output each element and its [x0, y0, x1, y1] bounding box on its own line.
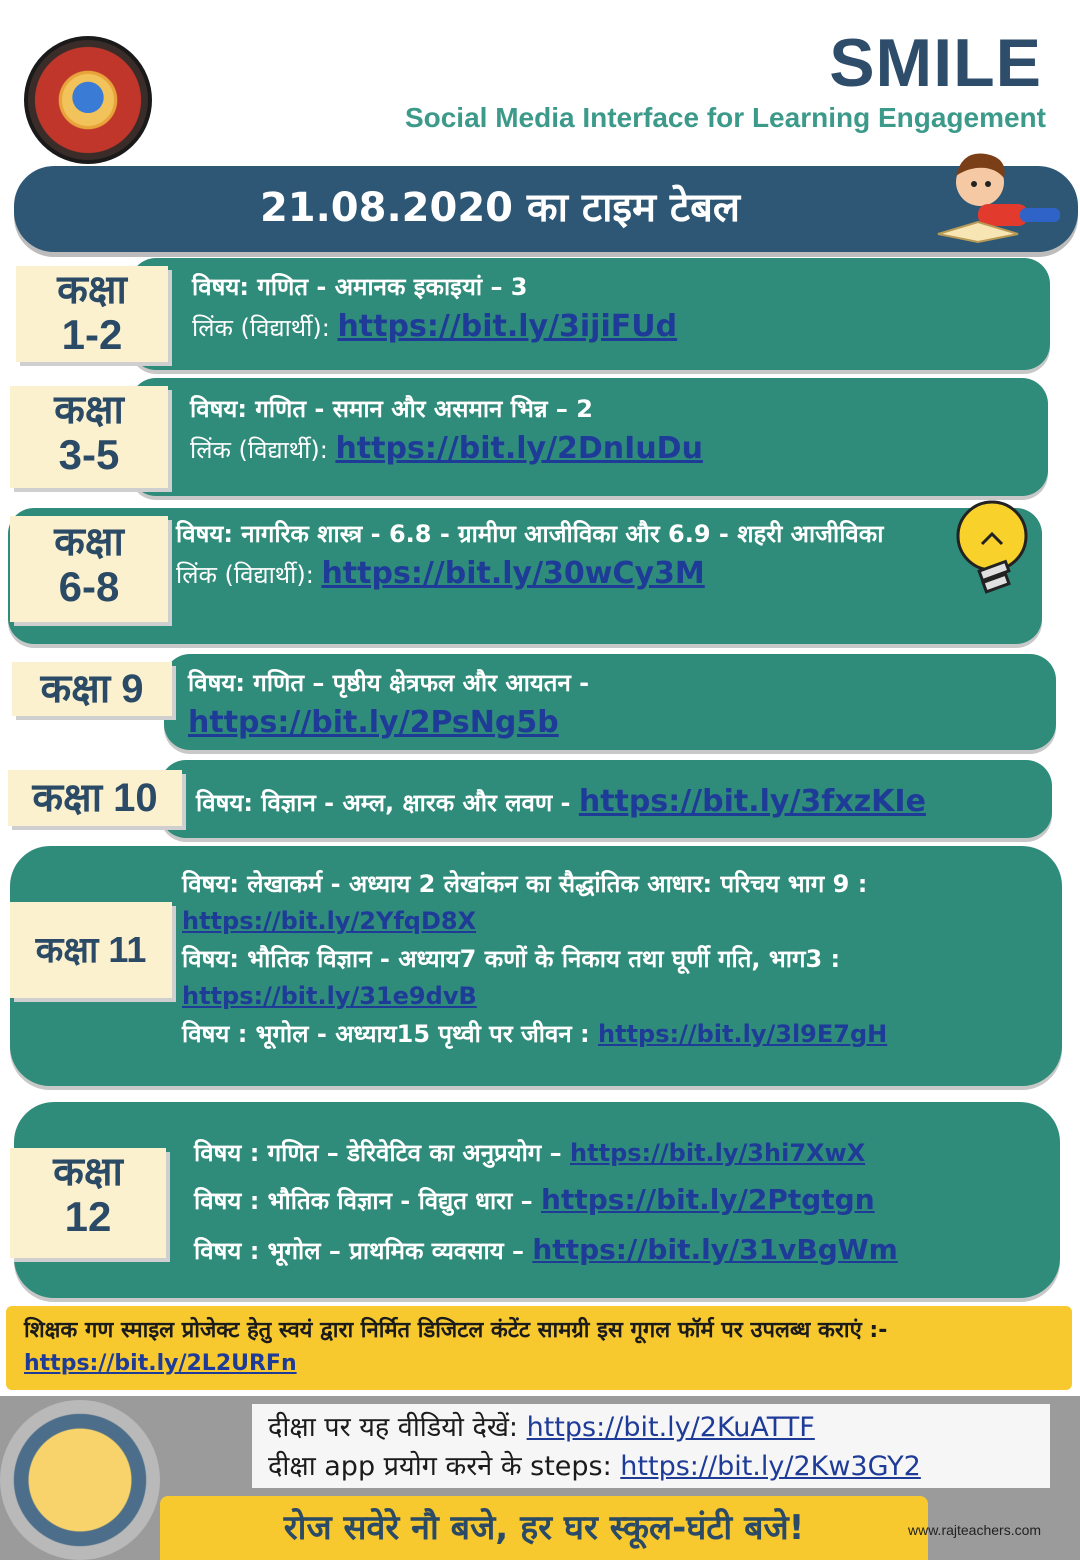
link-label: लिंक (विद्यार्थी):: [192, 313, 338, 342]
class-text-6-8: [176, 518, 946, 595]
subject-line: विषय: गणित - अमानक इकाइयां – 3: [192, 273, 528, 301]
student-link[interactable]: https://bit.ly/3ijiFUd: [337, 308, 678, 344]
page-subtitle: Social Media Interface for Learning Engagement: [404, 102, 1046, 133]
class-tag-number: 12: [64, 1193, 112, 1240]
student-link[interactable]: https://bit.ly/2YfqD8X: [182, 907, 477, 936]
student-link[interactable]: https://bit.ly/3fxzKIe: [578, 784, 926, 819]
student-link[interactable]: https://bit.ly/2Ptgtgn: [541, 1182, 875, 1216]
class-tag-1-2: [16, 266, 168, 362]
diksha-box: [252, 1404, 1050, 1488]
class-text-12: [194, 1132, 1044, 1274]
subject-line: विषय : गणित – डेरिवेटिव का अनुप्रयोग –: [194, 1139, 571, 1167]
class-tag-number: 1-2: [61, 311, 123, 358]
kids-reading-icon: [0, 1400, 160, 1560]
class-tag-6-8: [10, 516, 168, 622]
class-tag-number: 6-8: [58, 563, 120, 610]
class-tag-number: 3-5: [58, 431, 120, 478]
lightbulb-icon: [952, 496, 1036, 600]
subject-line: विषय: गणित - समान और असमान भिन्न – 2: [190, 395, 593, 423]
subject-line: विषय : भूगोल - अध्याय15 पृथ्वी पर जीवन :: [182, 1019, 598, 1048]
subject-line: विषय: विज्ञान - अम्ल, क्षारक और लवण -: [196, 789, 579, 817]
reading-boy-icon: [928, 142, 1068, 252]
google-form-link[interactable]: https://bit.ly/2L2URFn: [24, 1351, 297, 1376]
class-tag-label: कक्षा: [54, 520, 124, 564]
class-tag-label: कक्षा: [57, 268, 127, 312]
class-tag-9: कक्षा 9: [12, 662, 172, 716]
link-label: लिंक (विद्यार्थी):: [176, 561, 322, 590]
class-text-10: [196, 780, 1046, 824]
class-text-3-5: [190, 392, 1030, 470]
class-tag-label: कक्षा: [54, 388, 124, 432]
student-link[interactable]: https://bit.ly/2PsNg5b: [188, 704, 559, 740]
diksha-video-link[interactable]: https://bit.ly/2KuATTF: [526, 1412, 815, 1443]
emblem-logo-icon: [24, 36, 152, 164]
student-link[interactable]: https://bit.ly/3hi7XwX: [570, 1139, 866, 1167]
student-link[interactable]: https://bit.ly/31e9dvB: [182, 982, 477, 1011]
class-text-9: [188, 666, 1038, 744]
teacher-notice: [6, 1306, 1072, 1390]
subject-line: विषय: भौतिक विज्ञान - अध्याय7 कणों के निकाय तथा घूर्णी गति, भाग3 :: [182, 944, 841, 973]
subject-line: विषय : भौतिक विज्ञान - विद्युत धारा –: [194, 1186, 542, 1215]
class-tag-11: कक्षा 11: [10, 902, 172, 998]
page-title: SMILE: [829, 25, 1042, 101]
student-link[interactable]: https://bit.ly/2DnIuDu: [335, 430, 703, 466]
slogan: रोज सवेरे नौ बजे, हर घर स्कूल-घंटी बजे!: [160, 1496, 928, 1560]
class-tag-3-5: [10, 386, 168, 488]
subject-line: विषय: नागरिक शास्त्र - 6.8 - ग्रामीण आजीविका और 6.9 - शहरी आजीविका: [176, 520, 884, 548]
class-tag-label: कक्षा: [53, 1150, 123, 1194]
banner-title: 21.08.2020 का टाइम टेबल: [259, 185, 741, 231]
website-link[interactable]: www.rajteachers.com: [908, 1522, 1042, 1538]
student-link[interactable]: https://bit.ly/3l9E7gH: [598, 1019, 888, 1048]
notice-text: शिक्षक गण स्माइल प्रोजेक्ट हेतु स्वयं द्वारा निर्मित डिजिटल कंटेंट सामग्री इस गूगल फॉर्म पर उपलब्ध कराएं :-: [24, 1318, 888, 1343]
class-text-11: [182, 866, 1042, 1053]
subject-line: विषय: गणित – पृष्ठीय क्षेत्रफल और आयतन -: [188, 669, 590, 697]
student-link[interactable]: https://bit.ly/30wCy3M: [321, 556, 705, 592]
student-link[interactable]: https://bit.ly/31vBgWm: [532, 1232, 898, 1266]
diksha-steps-link[interactable]: https://bit.ly/2Kw3GY2: [620, 1451, 921, 1483]
diksha-steps-label: दीक्षा app प्रयोग करने के steps:: [268, 1451, 621, 1483]
class-tag-10: कक्षा 10: [8, 770, 182, 826]
diksha-video-label: दीक्षा पर यह वीडियो देखें:: [268, 1412, 527, 1443]
subject-line: विषय: लेखाकर्म - अध्याय 2 लेखांकन का सैद्धांतिक आधार: परिचय भाग 9 :: [182, 870, 868, 898]
link-label: लिंक (विद्यार्थी):: [190, 435, 336, 464]
subject-line: विषय : भूगोल – प्राथमिक व्यवसाय –: [194, 1236, 533, 1265]
class-tag-12: [10, 1148, 166, 1258]
class-text-1-2: [192, 270, 1032, 348]
